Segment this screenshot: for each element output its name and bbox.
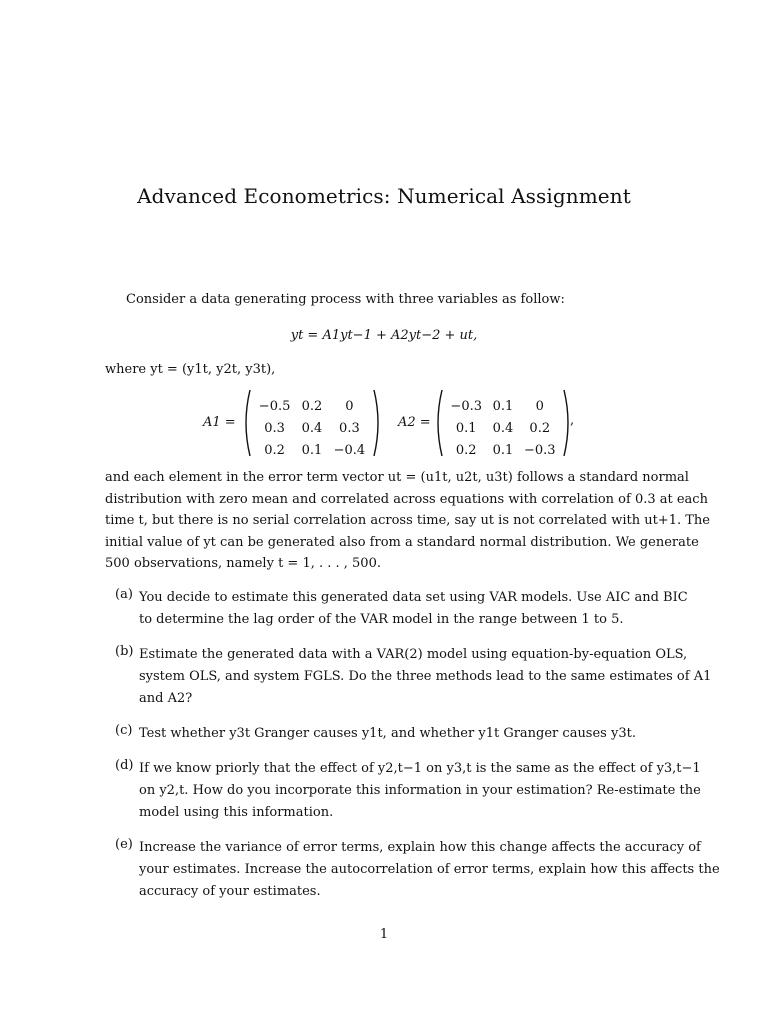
matrix-cell: −0.4 [333, 442, 366, 458]
right-paren-icon [372, 388, 384, 458]
item-line: model using this information. [139, 805, 334, 820]
left-paren-icon [432, 388, 444, 458]
item-line: Estimate the generated data with a VAR(2) model using equation-by-equation OLS, [139, 647, 688, 662]
item-line: to determine the lag order of the VAR model in the range between 1 to 5. [139, 612, 624, 627]
paragraph-line: time t, but there is no serial correlation across time, say ut is not correlated with ut+1. The [105, 513, 710, 528]
item-line: Increase the variance of error terms, explain how this change affects the accuracy of [139, 840, 701, 855]
item-label: (e) [115, 837, 133, 852]
item-label: (d) [115, 758, 134, 773]
matrix-row [252, 417, 372, 439]
matrix-cell: 0.2 [455, 442, 477, 458]
matrix-cell: 0 [345, 398, 354, 414]
page-title: Advanced Econometrics: Numerical Assignment [137, 184, 631, 208]
matrix-row [444, 417, 562, 439]
paragraph-line: distribution with zero mean and correlated across equations with correlation of 0.3 at each [105, 491, 708, 507]
page-number: 1 [379, 927, 389, 942]
question-list [115, 587, 720, 916]
item-text [139, 837, 720, 903]
matrix-cell: 0.1 [492, 398, 514, 414]
item-line: You decide to estimate this generated data set using VAR models. Use AIC and BIC [139, 590, 688, 605]
matrix-cell: 0.4 [301, 420, 323, 436]
matrix-cell: 0.3 [339, 420, 360, 436]
matrix-a1-label: A1 = [203, 415, 236, 430]
matrix-a1 [252, 395, 372, 461]
matrix-row [252, 395, 372, 417]
item-text [139, 644, 712, 710]
list-item [115, 723, 673, 745]
matrix-row [252, 439, 372, 461]
var-equation: yt = A1yt−1 + A2yt−2 + ut, [290, 328, 478, 343]
intro-text: Consider a data generating process with three variables as follow: [126, 292, 565, 307]
matrix-trailing-comma: , [570, 413, 575, 428]
list-item [115, 837, 720, 903]
left-paren-icon [240, 388, 252, 458]
dgp-paragraph [105, 467, 710, 575]
item-line: system OLS, and system FGLS. Do the three methods lead to the same estimates of A1 [139, 669, 712, 684]
matrix-cell: 0.1 [492, 442, 514, 458]
item-text [139, 723, 673, 745]
item-label: (a) [115, 587, 133, 602]
item-text [139, 587, 688, 631]
list-item [115, 587, 688, 631]
paragraph-line: initial value of yt can be generated also from a standard normal distribution. We generate [105, 534, 699, 550]
item-line: and A2? [139, 691, 193, 706]
matrix-cell: 0.1 [301, 442, 323, 458]
item-line: If we know priorly that the effect of y2,t−1 on y3,t is the same as the effect of y3,t−1 [139, 761, 701, 776]
item-line: Test whether y3t Granger causes y1t, and whether y1t Granger causes y3t. [139, 726, 636, 741]
matrix-cell: 0.3 [264, 420, 285, 436]
list-item [115, 758, 701, 824]
matrix-cell: 0.2 [264, 442, 285, 458]
item-line: on y2,t. How do you incorporate this information in your estimation? Re-estimate the [139, 783, 701, 798]
item-text [139, 758, 701, 824]
list-item [115, 644, 712, 710]
matrix-cell: −0.3 [523, 442, 556, 458]
where-definition: where yt = (y1t, y2t, y3t), [105, 362, 276, 377]
matrix-cell: −0.5 [258, 398, 291, 414]
matrix-cell: 0.2 [301, 398, 323, 414]
item-line: accuracy of your estimates. [139, 884, 321, 899]
matrix-row [444, 395, 562, 417]
matrix-row [0, 388, 768, 458]
matrix-cell: 0.2 [529, 420, 551, 436]
item-label: (c) [115, 723, 133, 738]
item-label: (b) [115, 644, 134, 659]
matrix-cell: −0.3 [450, 398, 482, 414]
item-line: your estimates. Increase the autocorrelation of error terms, explain how this affects the [139, 862, 720, 877]
matrix-cell: 0.4 [492, 420, 514, 436]
matrix-cell: 0.1 [455, 420, 477, 436]
matrix-cell: 0 [535, 398, 544, 414]
paragraph-line: 500 observations, namely t = 1, . . . , 500. [105, 556, 381, 571]
paragraph-line: and each element in the error term vector ut = (u1t, u2t, u3t) follows a standard normal [105, 470, 689, 485]
matrix-row [444, 439, 562, 461]
matrix-a2 [444, 395, 562, 461]
matrix-a2-label: A2 = [398, 415, 431, 430]
